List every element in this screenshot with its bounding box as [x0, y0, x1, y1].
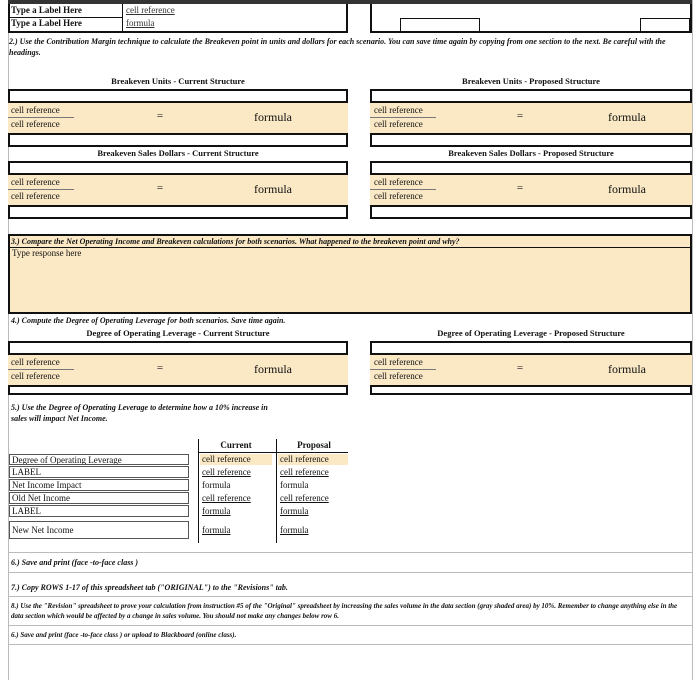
- grid-line: [692, 0, 693, 680]
- table-row: [8, 505, 348, 518]
- divider: [122, 4, 123, 33]
- sales-current-top: [8, 161, 348, 175]
- table-row: [8, 479, 348, 492]
- q6b-instruction: 6.) Save and print (face -to-face class ) or upload to Blackboard (online class).: [11, 631, 237, 639]
- dol-current-ref-2[interactable]: cell reference: [11, 371, 60, 381]
- sales-current-ref-2[interactable]: cell reference: [11, 191, 60, 201]
- row-proposal[interactable]: cell reference: [280, 493, 329, 503]
- dol-current-ref-1[interactable]: cell reference: [11, 357, 60, 367]
- top-label-1[interactable]: Type a Label Here: [11, 5, 82, 15]
- sales-proposed-ref-1[interactable]: cell reference: [374, 177, 423, 187]
- sales-current-header: Breakeven Sales Dollars - Current Structure: [97, 148, 259, 158]
- col-current-header: Current: [220, 440, 252, 450]
- units-proposed-bottom: [370, 133, 692, 147]
- divider: [370, 369, 436, 370]
- divider: [8, 189, 74, 190]
- units-current-bottom: [8, 133, 348, 147]
- divider: [8, 625, 692, 626]
- dol-current-bottom: [8, 385, 348, 395]
- row-current[interactable]: formula: [202, 480, 231, 490]
- col-proposal-header: Proposal: [297, 440, 331, 450]
- equals-sign: =: [516, 362, 524, 374]
- units-proposed-formula[interactable]: formula: [608, 110, 646, 124]
- sales-proposed-bottom: [370, 205, 692, 219]
- top-value-1[interactable]: cell reference: [126, 5, 175, 15]
- dol-current-formula[interactable]: formula: [254, 362, 292, 376]
- dol-proposed-header: Degree of Operating Leverage - Proposed Structure: [437, 328, 625, 338]
- units-current-ref-2[interactable]: cell reference: [11, 119, 60, 129]
- equals-sign: =: [156, 182, 164, 194]
- dol-current-header: Degree of Operating Leverage - Current Structure: [86, 328, 270, 338]
- row-label[interactable]: LABEL: [9, 505, 189, 517]
- row-current[interactable]: cell reference: [202, 467, 251, 477]
- top-right-cell[interactable]: [400, 18, 480, 32]
- sales-current-formula[interactable]: formula: [254, 182, 292, 196]
- row-proposal[interactable]: cell reference: [278, 454, 348, 465]
- table-row: [8, 521, 348, 541]
- top-value-2[interactable]: formula: [126, 18, 155, 28]
- top-label-2[interactable]: Type a Label Here: [11, 18, 82, 28]
- units-proposed-top: [370, 89, 692, 103]
- table-row: [8, 453, 348, 466]
- units-proposed-header: Breakeven Units - Proposed Structure: [462, 76, 600, 86]
- top-right-cell[interactable]: [640, 18, 690, 32]
- row-proposal[interactable]: formula: [280, 506, 309, 516]
- q2-instruction: 2.) Use the Contribution Margin technique to calculate the Breakeven point in units and dollars for each scenario. You can save time again by copying from one section to the next. Be careful with the headings.: [9, 37, 666, 57]
- equals-sign: =: [156, 110, 164, 122]
- dol-proposed-ref-2[interactable]: cell reference: [374, 371, 423, 381]
- divider: [8, 17, 122, 18]
- dol-proposed-top: [370, 341, 692, 355]
- q3-response-input[interactable]: Type response here: [12, 248, 82, 258]
- row-label[interactable]: Degree of Operating Leverage: [9, 454, 189, 465]
- top-left-box: [8, 4, 348, 33]
- divider: [370, 189, 436, 190]
- table-row: [8, 492, 348, 505]
- divider: [8, 369, 74, 370]
- q4-instruction: 4.) Compute the Degree of Operating Leverage for both scenarios. Save time again.: [11, 316, 286, 325]
- row-proposal[interactable]: formula: [280, 525, 309, 535]
- units-current-top: [8, 89, 348, 103]
- units-proposed-ref-1[interactable]: cell reference: [374, 105, 423, 115]
- equals-sign: =: [516, 110, 524, 122]
- divider: [8, 644, 692, 645]
- row-current[interactable]: formula: [202, 506, 231, 516]
- divider: [8, 596, 692, 597]
- units-proposed-ref-2[interactable]: cell reference: [374, 119, 423, 129]
- equals-sign: =: [156, 362, 164, 374]
- table-row: [8, 466, 348, 479]
- dol-proposed-bottom: [370, 385, 692, 395]
- units-current-header: Breakeven Units - Current Structure: [111, 76, 245, 86]
- sales-proposed-header: Breakeven Sales Dollars - Proposed Structure: [448, 148, 614, 158]
- q3-instruction: 3.) Compare the Net Operating Income and Breakeven calculations for both scenarios. What happened to the breakeven point and why?: [11, 237, 460, 246]
- q8-instruction: 8.) Use the "Revision" spreadsheet to prove your calculation from instruction #5 of the "Original" spreadsheet by increasing the sales volume in the data section (gray shaded area) by 10%. Remember to change anything else in the data section which would be affected by a change in sales volume. You should not make any changes below row 6.: [11, 602, 678, 620]
- units-current-formula[interactable]: formula: [254, 110, 292, 124]
- row-label[interactable]: LABEL: [9, 466, 189, 478]
- dol-proposed-formula[interactable]: formula: [608, 362, 646, 376]
- row-current[interactable]: formula: [202, 525, 231, 535]
- sales-proposed-ref-2[interactable]: cell reference: [374, 191, 423, 201]
- divider: [370, 117, 436, 118]
- sales-proposed-formula[interactable]: formula: [608, 182, 646, 196]
- q7-instruction: 7.) Copy ROWS 1-17 of this spreadsheet tab ("ORIGINAL") to the "Revisions" tab.: [11, 583, 288, 592]
- sales-current-ref-1[interactable]: cell reference: [11, 177, 60, 187]
- sales-current-bottom: [8, 205, 348, 219]
- units-current-ref-1[interactable]: cell reference: [11, 105, 60, 115]
- equals-sign: =: [516, 182, 524, 194]
- q5-table: [8, 439, 348, 543]
- row-label[interactable]: New Net Income: [9, 521, 189, 539]
- row-proposal[interactable]: formula: [280, 480, 309, 490]
- sales-proposed-top: [370, 161, 692, 175]
- dol-current-top: [8, 341, 348, 355]
- q5-instruction-line2: sales will impact Net Income.: [11, 414, 108, 423]
- q6-instruction: 6.) Save and print (face -to-face class ): [11, 558, 139, 567]
- row-current[interactable]: cell reference: [200, 454, 272, 465]
- q5-instruction-line1: 5.) Use the Degree of Operating Leverage to determine how a 10% increase in: [11, 403, 268, 412]
- divider: [8, 117, 74, 118]
- row-proposal[interactable]: cell reference: [280, 467, 329, 477]
- row-current[interactable]: cell reference: [202, 493, 251, 503]
- row-label[interactable]: Net Income Impact: [9, 479, 189, 491]
- divider: [8, 552, 692, 553]
- row-label[interactable]: Old Net Income: [9, 492, 189, 504]
- dol-proposed-ref-1[interactable]: cell reference: [374, 357, 423, 367]
- divider: [8, 572, 692, 573]
